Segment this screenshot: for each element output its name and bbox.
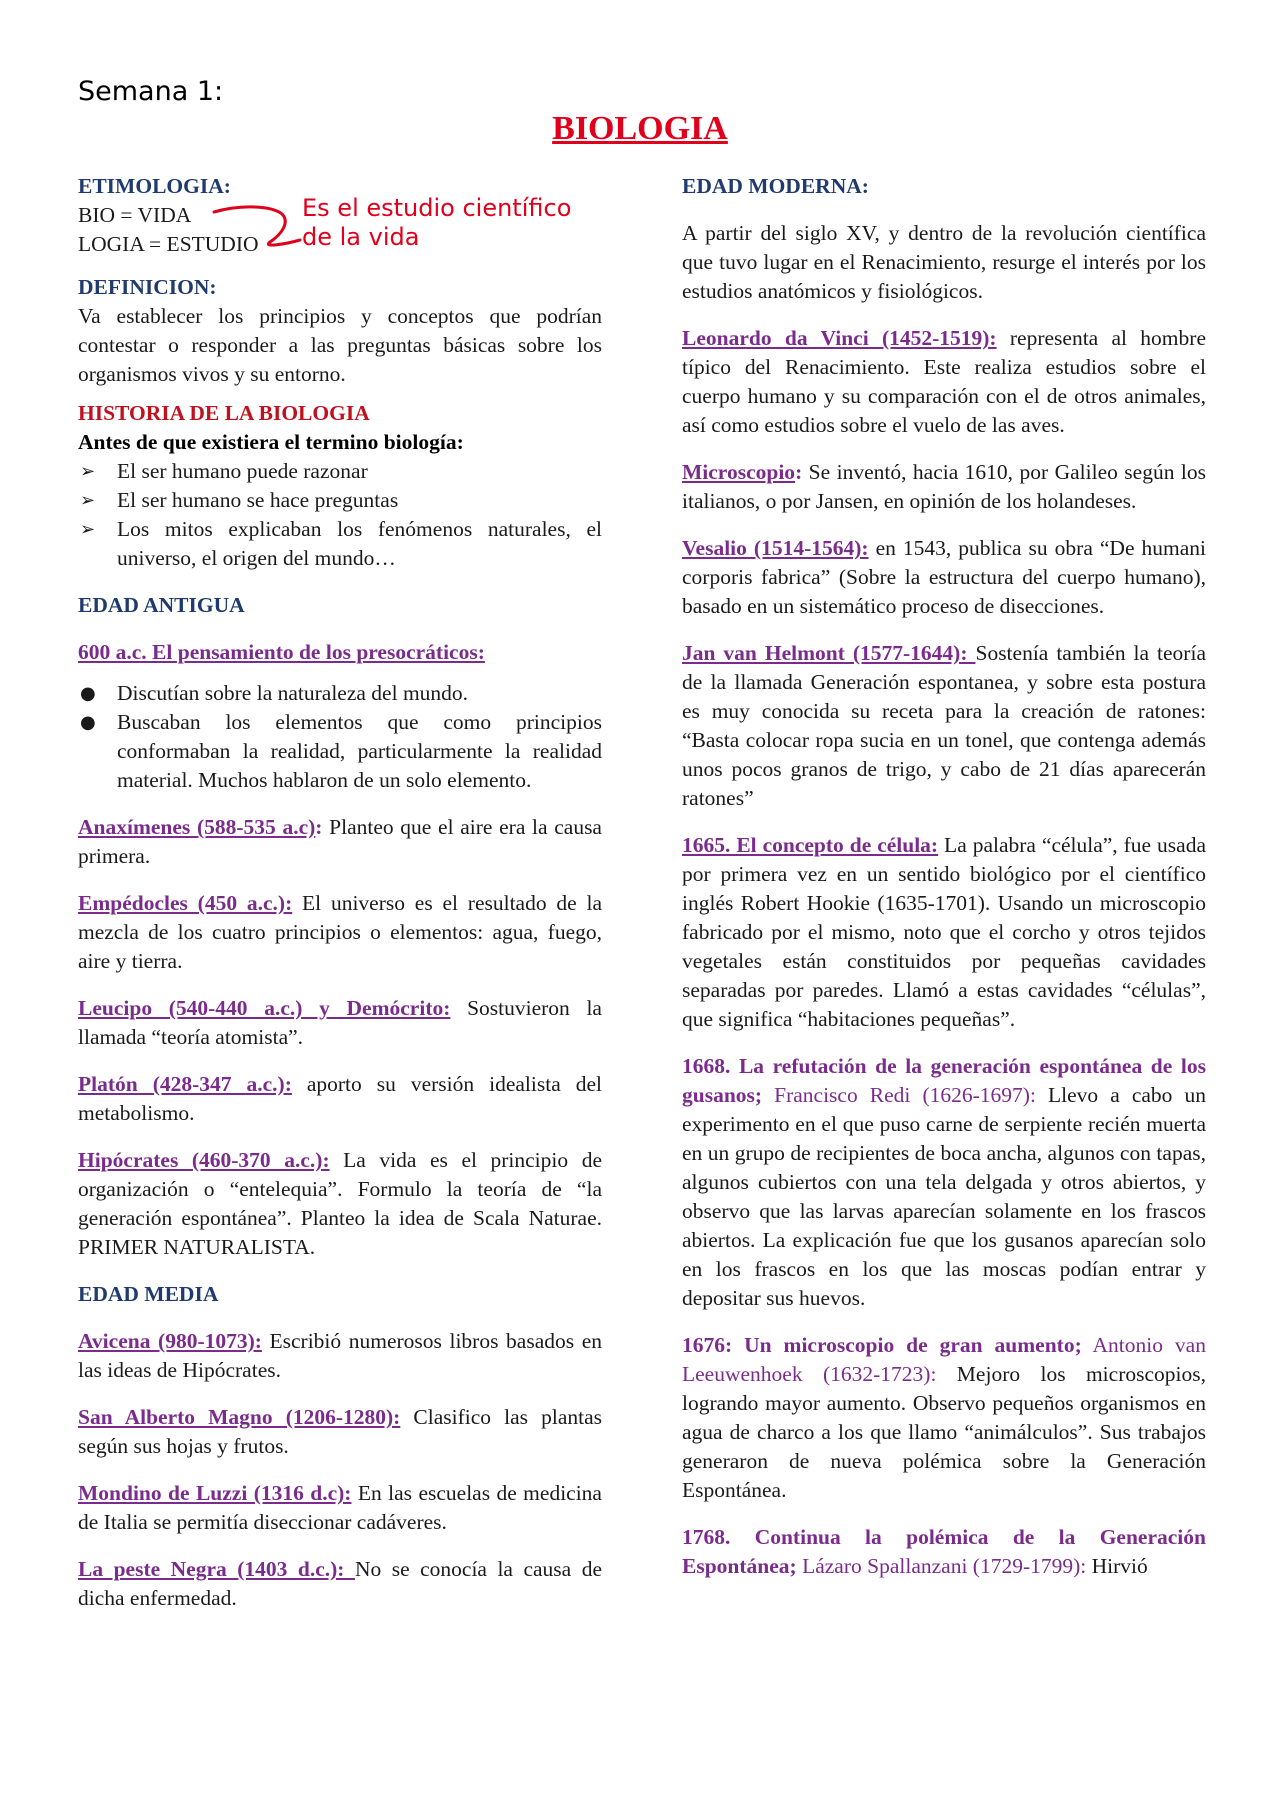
presocraticos-list bbox=[78, 679, 602, 795]
definicion-text: Va establecer los principios y conceptos que podrían contestar o responder a las preguntas básicas sobre los organismos vivos y su entorno. bbox=[78, 304, 602, 386]
etimologia-line-bio: BIO = VIDA bbox=[78, 203, 192, 227]
arrow-bullet-icon: ➢ bbox=[80, 519, 96, 540]
etimologia-line-logia: LOGIA = ESTUDIO bbox=[78, 232, 259, 256]
entry-platon: Platón (428-347 a.c.): aporto su versión idealista del metabolismo. bbox=[78, 1072, 603, 1125]
entry-avicena: Avicena (980-1073): Escribió numerosos libros basados en las ideas de Hipócrates. bbox=[78, 1329, 602, 1382]
entry-spallanzani: 1768. Continua la polémica de la Generación Espontánea; Lázaro Spallanzani (1729-1799): Hirvió bbox=[682, 1525, 1206, 1578]
etimologia-heading: ETIMOLOGIA: bbox=[78, 174, 231, 198]
entry-alberto-magno: San Alberto Magno (1206-1280): Clasifico las plantas según sus hojas y frutos. bbox=[78, 1405, 602, 1458]
list-item: ➢ El ser humano se hace preguntas bbox=[78, 486, 602, 515]
entry-mondino: Mondino de Luzzi (1316 d.c): En las escuelas de medicina de Italia se permitía diseccionar cadáveres. bbox=[78, 1481, 602, 1534]
entry-empedocles: Empédocles (450 a.c.): El universo es el resultado de la mezcla de los cuatro principios o elementos: agua, fuego, aire y tierra. bbox=[78, 891, 602, 973]
week-label: Semana 1: bbox=[78, 76, 224, 107]
bullet-dot-icon: ● bbox=[80, 683, 96, 704]
historia-heading: HISTORIA DE LA BIOLOGIA bbox=[78, 401, 370, 425]
historia-subheading: Antes de que existiera el termino biología: bbox=[78, 430, 464, 454]
arrow-bullet-icon: ➢ bbox=[80, 490, 96, 511]
entry-anaximenes: Anaxímenes (588-535 a.c): Planteo que el aire era la causa primera. bbox=[78, 815, 602, 868]
entry-microscopio: Microscopio: Se inventó, hacia 1610, por Galileo según los italianos, o por Jansen, en opinión de los holandeses. bbox=[682, 460, 1206, 513]
entry-helmont: Jan van Helmont (1577-1644): Sostenía también la teoría de la llamada Generación espontanea, y sobre esta postura es muy conocida su receta para la creación de ratones: “Basta colocar ropa sucia en un tonel, que contenga además unos pocos granos de trigo, y cabo de 21 días aparecerán ratones” bbox=[682, 641, 1206, 810]
edad-moderna-intro: A partir del siglo XV, y dentro de la revolución científica que tuvo lugar en el Renacimiento, resurge el interés por los estudios anatómicos y fisiológicos. bbox=[682, 221, 1206, 303]
right-column bbox=[682, 172, 1206, 1599]
presocraticos-heading: 600 a.c. El pensamiento de los presocráticos: bbox=[78, 640, 485, 664]
entry-vesalio: Vesalio (1514-1564): en 1543, publica su obra “De humani corporis fabrica” (Sobre la estructura del cuerpo humano), basado en un sistemático proceso de disecciones. bbox=[682, 536, 1206, 618]
page-title: BIOLOGIA bbox=[552, 110, 728, 147]
left-column bbox=[78, 172, 602, 1631]
edad-media-heading: EDAD MEDIA bbox=[78, 1282, 219, 1306]
entry-peste-negra: La peste Negra (1403 d.c.): No se conocía la causa de dicha enfermedad. bbox=[78, 1557, 602, 1610]
list-item: ➢ El ser humano puede razonar bbox=[78, 457, 602, 486]
entry-leucipo: Leucipo (540-440 a.c.) y Demócrito: Sostuvieron la llamada “teoría atomista”. bbox=[78, 996, 602, 1049]
entry-leeuwenhoek: 1676: Un microscopio de gran aumento; Antonio van Leeuwenhoek (1632-1723): Mejoro los microscopios, logrando mayor aumento. Observo pequeños organismos en agua de charco a los que llamo “animálculos”. Sus trabajos generaron de nueva polémica sobre la Generación Espontánea. bbox=[682, 1333, 1206, 1502]
entry-hipocrates: Hipócrates (460-370 a.c.): La vida es el principio de organización o “entelequia”. Formulo la teoría de “la generación espontánea”. Planteo la idea de Scala Naturae. PRIMER NATURALISTA. bbox=[78, 1148, 602, 1259]
list-item: ● Buscaban los elementos que como principios conformaban la realidad, particularmente la realidad material. Muchos hablaron de un solo elemento. bbox=[80, 710, 602, 792]
annotation-line-1: Es el estudio científico bbox=[302, 194, 572, 222]
bullet-dot-icon: ● bbox=[80, 712, 96, 733]
edad-moderna-heading: EDAD MODERNA: bbox=[682, 174, 869, 198]
list-item: ➢ Los mitos explicaban los fenómenos naturales, el universo, el origen del mundo… bbox=[80, 517, 602, 570]
entry-celula: 1665. El concepto de célula: La palabra “célula”, fue usada por primera vez en un sentido biológico por el científico inglés Robert Hookie (1635-1701). Usando un microscopio fabricado por el mismo, noto que el corcho y otros tejidos vegetales están constituidos por pequeñas cavidades separadas por paredes. Llamó a estas cavidades “células”, que significa “habitaciones pequeñas”. bbox=[682, 833, 1206, 1031]
definicion-heading: DEFINICION: bbox=[78, 275, 217, 299]
etimologia-section bbox=[78, 172, 602, 259]
edad-antigua-heading: EDAD ANTIGUA bbox=[78, 593, 245, 617]
arrow-bullet-icon: ➢ bbox=[80, 461, 96, 482]
entry-leonardo: Leonardo da Vinci (1452-1519): representa al hombre típico del Renacimiento. Este realiza estudios sobre el cuerpo humano y su comparación con el de otros animales, así como estudios sobre el vuelo de las aves. bbox=[682, 326, 1206, 437]
historia-list bbox=[78, 457, 602, 573]
list-item: ● Discutían sobre la naturaleza del mundo. bbox=[78, 679, 602, 708]
annotation-line-2: de la vida bbox=[302, 223, 420, 251]
entry-redi: 1668. La refutación de la generación espontánea de los gusanos; Francisco Redi (1626-1697): Llevo a cabo un experimento en el que puso carne de serpiente recién muerta en un grupo de recipientes de boca ancha, algunos con tapas, algunos cubiertos con una tela delgada y otros abiertos, y observo que las larvas aparecían solamente en los frascos abiertos. La explicación fue que los gusanos aparecían solo en los frascos en los que las moscas podían entrar y depositar sus huevos. bbox=[682, 1054, 1206, 1310]
